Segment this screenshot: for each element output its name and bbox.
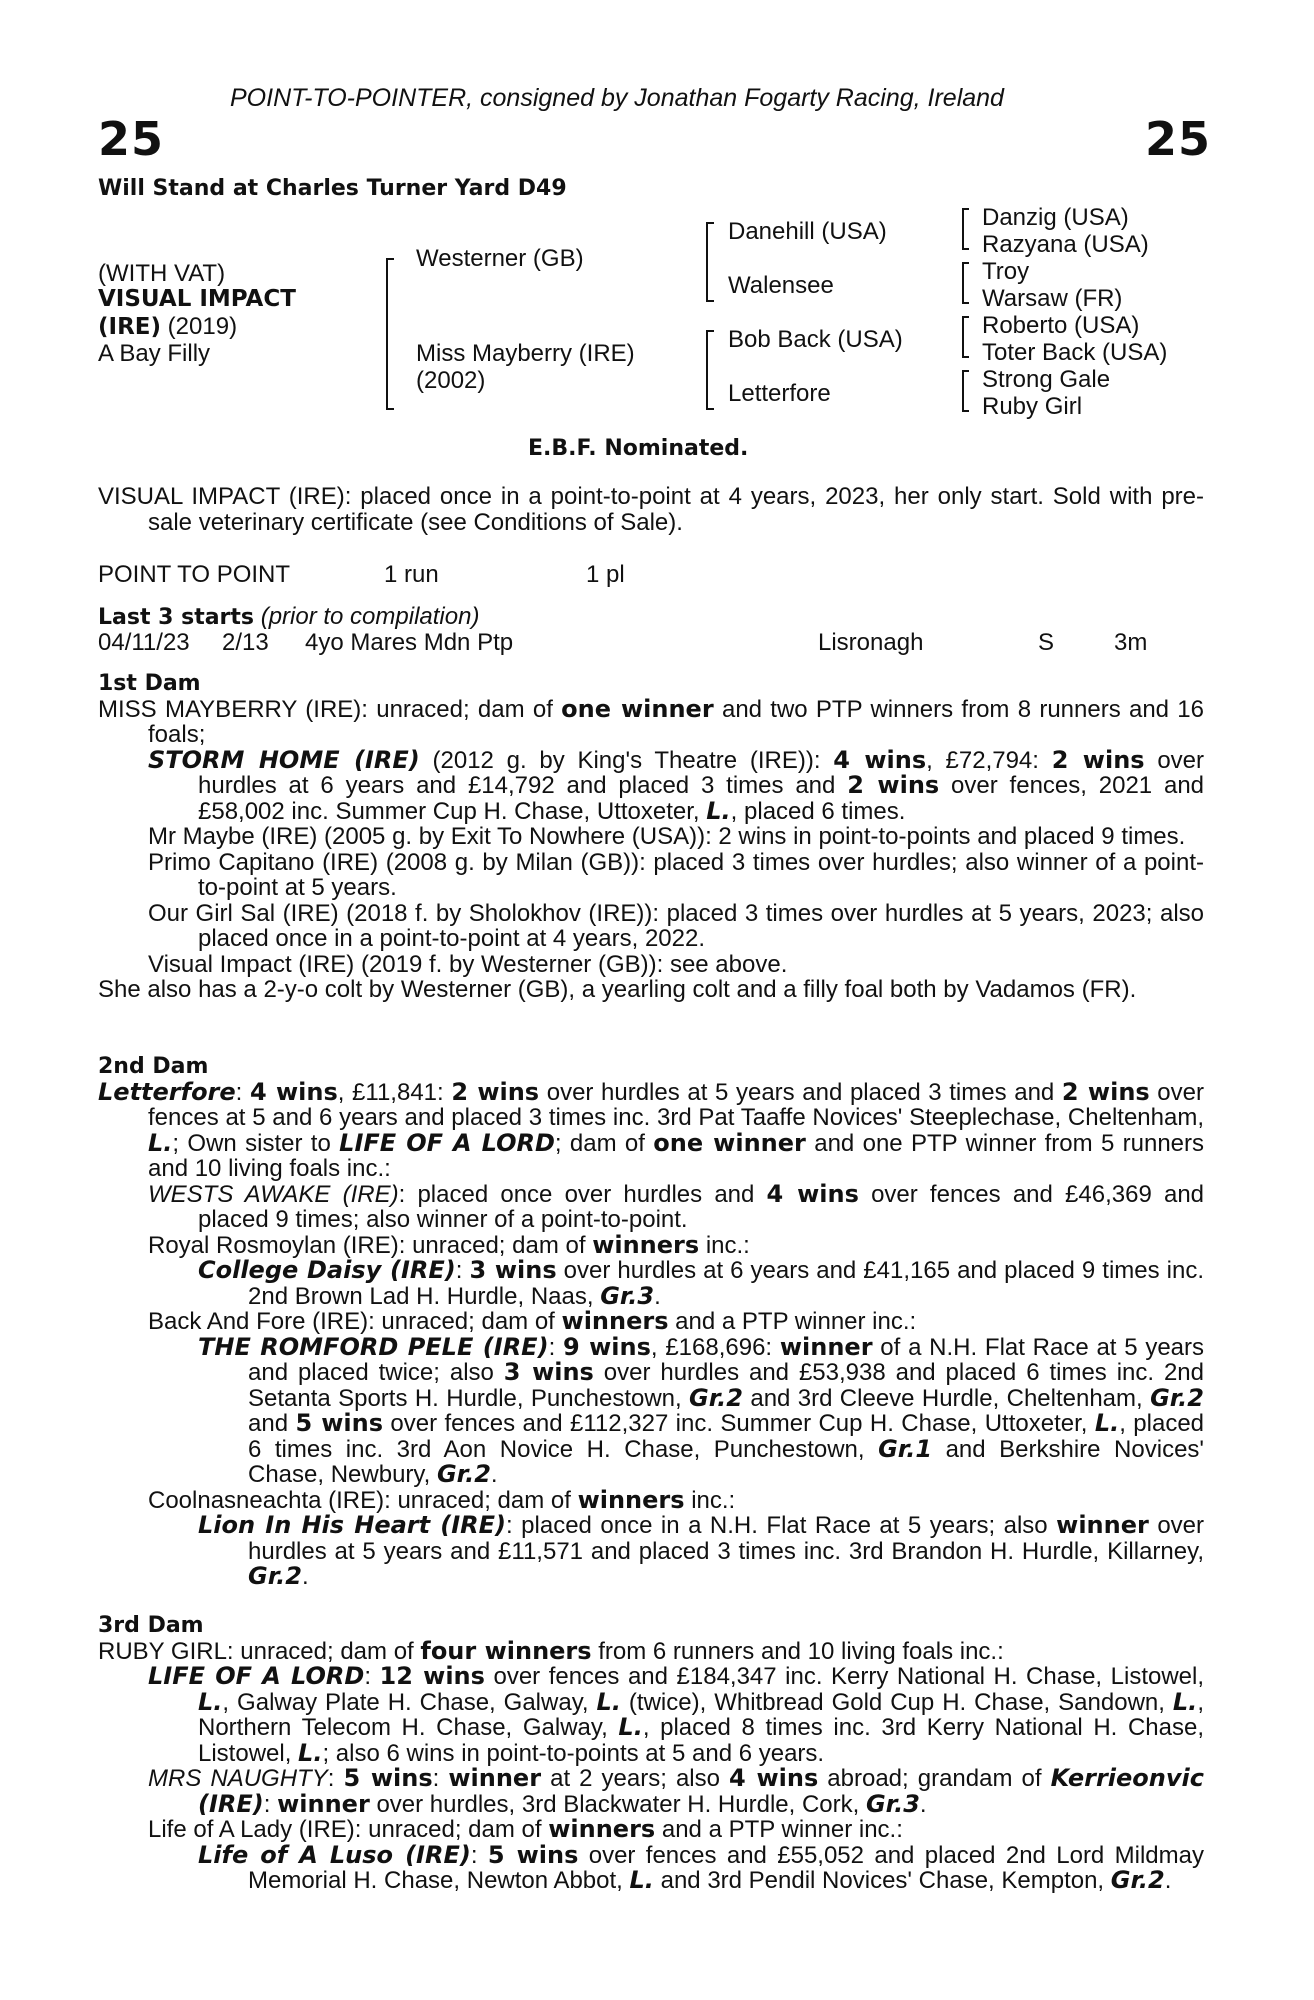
third-dam-heading: 3rd Dam (98, 1613, 204, 1638)
pedigree-sdd: Warsaw (FR) (982, 285, 1123, 312)
first-dam-heading: 1st Dam (98, 671, 201, 696)
pedigree-sire: Westerner (GB) (416, 245, 584, 272)
pedigree-brace-dd (962, 370, 969, 412)
pedigree-ddd: Ruby Girl (982, 393, 1083, 420)
stand-location: Will Stand at Charles Turner Yard D49 (98, 176, 567, 201)
pedigree-brace-ds (962, 316, 969, 358)
pedigree-dds: Strong Gale (982, 366, 1111, 393)
horse-name: VISUAL IMPACT (98, 286, 296, 312)
produce-our-girl-sal: Our Girl Sal (IRE) (2018 f. by Sholokhov (IRE)): placed 3 times over hurdles at 5 years, 2023; also placed once in a point-to-point at 4 years, 2022. (148, 899, 1204, 952)
produce-college-daisy: College Daisy (IRE): 3 wins over hurdles at 6 years and £41,165 and placed 9 times inc. 2nd Brown Lad H. Hurdle, Naas, Gr.3. (198, 1256, 1204, 1310)
pedigree-brace-sire (706, 222, 714, 302)
lot-number-left: 25 (98, 112, 165, 166)
record-runs: 1 run (384, 561, 439, 588)
produce-visual-impact: Visual Impact (IRE) (2019 f. by Westerner (GB)): see above. (148, 950, 788, 978)
produce-mr-maybe: Mr Maybe (IRE) (2005 g. by Exit To Nowhere (USA)): 2 wins in point-to-points and placed 9 times. (148, 823, 1186, 850)
ebf-nominated: E.B.F. Nominated. (528, 436, 749, 461)
produce-back-and-fore: Back And Fore (IRE): unraced; dam of winners and a PTP winner inc.: (148, 1307, 917, 1335)
last-starts-title: Last 3 starts (98, 605, 255, 630)
pedigree-dam-year: (2002) (416, 367, 486, 394)
last-starts-note: (prior to compilation) (260, 603, 480, 630)
pedigree-dam-dam: Letterfore (728, 380, 831, 407)
second-dam-summary: Letterfore: 4 wins, £11,841: 2 wins over hurdles at 5 years and placed 3 times and 2 wins over fences at 5 and 6 years and placed 3 times inc. 3rd Pat Taaffe Novices' Steeplechase, Cheltenham, L.; Own sister to LIFE OF A LORD; dam of one winner and one PTP winner from 5 runners and 10 living foals inc.: (98, 1077, 1205, 1182)
produce-storm-home: STORM HOME (IRE) (2012 g. by King's Theatre (IRE)): 4 wins, £72,794: 2 wins over hurdles at 6 years and £14,792 and placed 3 times and 2 wins over fences, 2021 and £58,002 inc. Summer Cup H. Chase, Uttoxeter, L., placed 6 times. (148, 745, 1205, 825)
pedigree-brace-dam (706, 330, 714, 410)
lot-number-right: 25 (1145, 112, 1212, 166)
horse-country-year (98, 313, 237, 341)
pedigree-sss: Danzig (USA) (982, 204, 1129, 231)
start-date: 04/11/23 (98, 629, 190, 656)
third-dam-summary: RUBY GIRL: unraced; dam of four winners from 6 runners and 10 living foals inc.: (98, 1636, 1004, 1665)
horse-country: (IRE) (98, 314, 162, 340)
produce-wests-awake: WESTS AWAKE (IRE): placed once over hurdles and 4 wins over fences and £46,369 and placed 9 times; also winner of a point-to-point. (148, 1179, 1205, 1233)
start-course: Lisronagh (818, 629, 924, 656)
produce-life-of-a-luso: Life of A Luso (IRE): 5 wins over fences and £55,052 and placed 2nd Lord Mildmay Memorial H. Chase, Newton Abbot, L. and 3rd Pendil Novices' Chase, Kempton, Gr.2. (198, 1840, 1204, 1894)
intro-paragraph: VISUAL IMPACT (IRE): placed once in a point-to-point at 4 years, 2023, her only start. Sold with pre-sale veterinary certificate (see Conditions of Sale). (98, 483, 1204, 536)
pedigree-sds: Troy (982, 258, 1030, 285)
first-dam-summary: MISS MAYBERRY (IRE): unraced; dam of one winner and two PTP winners from 8 runners and 16 foals; (98, 694, 1205, 748)
produce-royal-rosmoylan: Royal Rosmoylan (IRE): unraced; dam of winners inc.: (148, 1230, 750, 1259)
pedigree-dam-sire: Bob Back (USA) (728, 326, 903, 353)
produce-lion-in-his-heart: Lion In His Heart (IRE): placed once in a N.H. Flat Race at 5 years; also winner over hurdles at 5 years and £11,571 and placed 3 times inc. 3rd Brandon H. Hurdle, Killarney, Gr.2. (198, 1511, 1205, 1590)
produce-romford-pele: THE ROMFORD PELE (IRE): 9 wins, £168,696: winner of a N.H. Flat Race at 5 years and placed twice; also 3 wins over hurdles and £53,938 and placed 6 times inc. 2nd Setanta Sports H. Hurdle, Punchestown, Gr.2 and 3rd Cleeve Hurdle, Cheltenham, Gr.2 and 5 wins over fences and £112,327 inc. Summer Cup H. Chase, Uttoxeter, L., placed 6 times inc. 3rd Aon Novice H. Chase, Punchestown, Gr.1 and Berkshire Novices' Chase, Newbury, Gr.2. (198, 1332, 1205, 1488)
intro-block (98, 484, 1204, 535)
produce-primo-capitano: Primo Capitano (IRE) (2008 g. by Milan (GB)): placed 3 times over hurdles; also winner of a point-to-point at 5 years. (148, 848, 1204, 901)
record-label: POINT TO POINT (98, 561, 291, 588)
pedigree-dss: Roberto (USA) (982, 312, 1140, 339)
pedigree-brace-ss (962, 208, 969, 250)
pedigree-dsd: Toter Back (USA) (982, 339, 1168, 366)
vat-note: (WITH VAT) (98, 260, 226, 287)
record-placed: 1 pl (586, 561, 625, 588)
first-dam-block (98, 671, 1204, 1003)
third-dam-block (98, 1613, 1204, 1894)
start-position: 2/13 (222, 629, 269, 656)
pedigree-dam: Miss Mayberry (IRE) (416, 340, 635, 367)
last-starts-heading (98, 603, 479, 631)
second-dam-heading: 2nd Dam (98, 1054, 209, 1079)
produce-coolnasneachta: Coolnasneachta (IRE): unraced; dam of winners inc.: (148, 1485, 736, 1514)
produce-mrs-naughty: MRS NAUGHTY: 5 wins: winner at 2 years; also 4 wins abroad; grandam of Kerrieonvic (IRE): winner over hurdles, 3rd Blackwater H. Hurdle, Cork, Gr.3. (148, 1764, 1204, 1818)
pedigree-sire-dam: Walensee (728, 272, 834, 299)
start-going: S (1038, 629, 1055, 656)
first-dam-note: She also has a 2-y-o colt by Westerner (GB), a yearling colt and a filly foal both by Vadamos (FR). (98, 976, 1137, 1003)
horse-description: A Bay Filly (98, 340, 211, 367)
page-header-title: POINT-TO-POINTER, consigned by Jonathan Fogarty Racing, Ireland (230, 84, 1004, 112)
pedigree-brace-main (386, 258, 394, 410)
pedigree-sire-sire: Danehill (USA) (728, 218, 887, 245)
produce-life-of-a-lady: Life of A Lady (IRE): unraced; dam of winners and a PTP winner inc.: (148, 1815, 903, 1843)
second-dam-block (98, 1054, 1204, 1590)
pedigree-brace-sd (962, 262, 969, 304)
pedigree-ssd: Razyana (USA) (982, 231, 1149, 258)
horse-year: (2019) (161, 313, 238, 340)
start-race: 4yo Mares Mdn Ptp (305, 629, 514, 656)
start-distance: 3m (1114, 629, 1148, 656)
produce-life-of-a-lord: LIFE OF A LORD: 12 wins over fences and £184,347 inc. Kerry National H. Chase, Listowel, L., Galway Plate H. Chase, Galway, L. (twice), Whitbread Gold Cup H. Chase, Sandown, L., Northern Telecom H. Chase, Galway, L., placed 8 times inc. 3rd Kerry National H. Chase, Listowel, L.; also 6 wins in point-to-points at 5 and 6 years. (148, 1662, 1205, 1767)
